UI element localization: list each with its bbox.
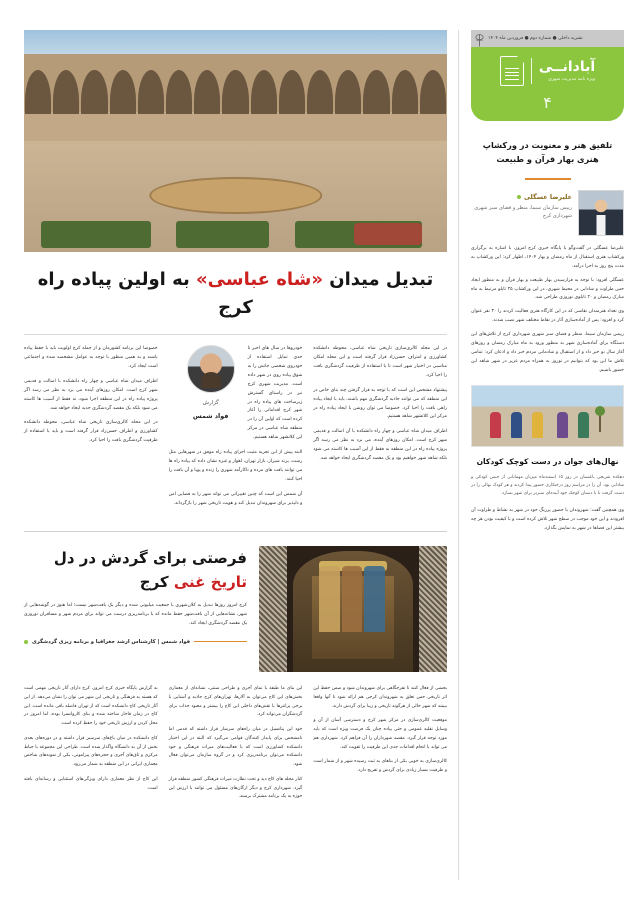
author-role: رییس سازمان سیما، منظر و فضای سبز شهری شهرداری کرج: [474, 204, 572, 219]
sidebar-column: [459, 0, 636, 900]
photo-hedge: [41, 221, 151, 248]
reporter-name: فواد شمس: [192, 412, 229, 421]
article-paragraph: آن شمس این است که چنین تغییراتی می تواند شهر را به فضایی امن و دلپذیر برای شهروندان تبدیل کند و هویت تاریخی شهر را بازگرداند.: [168, 492, 303, 507]
feature-column-1: [313, 685, 447, 808]
reporter-photo: [187, 345, 235, 393]
headline-part-2: به اولین پیاده راه کرج: [37, 269, 253, 318]
article-column-3: [24, 345, 158, 515]
section-divider: [24, 531, 447, 532]
feature-text: [24, 546, 247, 645]
headline-rule: [24, 334, 447, 335]
feature-lede: کرج امروز روزها تبدیل به کلان‌شهری با جمعیت میلیونی شده و دیگر یک بافت‌شهر نیست؛ اما هنوز در گوشه‌هایی از شهر، نشانه‌هایی از آن بافت‌شهر حفظ مانده که با برنامه‌ریزی درست می تواند برای مردم شهر و مسافران نوروزی یک مقصد گردشگری ایجاد کند.: [24, 602, 247, 626]
photo-figure: [342, 566, 363, 632]
photo-tree: [599, 414, 601, 432]
feature-headline-accent: تاریخ غنی: [173, 572, 247, 591]
article-paragraph: خصوصا این برنامه کشورمان و از جمله کرج اولویت باید با حفظ پیاده باشند و به همین منظور با توجه به عوامل مشخصه شده و اجتماعی است ایجاد کرد.: [23, 345, 158, 369]
sidebar-rule: [525, 178, 571, 180]
masthead-brand-area: [471, 47, 624, 121]
photo-flowerbed: [354, 223, 422, 245]
feature-headline: [24, 546, 247, 594]
author-name-row: [471, 193, 572, 201]
article-paragraph: اطراف میدان شاه عباسی و چهار راه دانشکده با اصالت و قدیمی شهر کرج است. امکان روزهای آینده می برد به نظر می رسد اگر پروژه پیاده راه در این منطقه اجرا شود، نه فقط از آسیب ها کاسته می شود بلکه یک مقصد گردشگری جدید ایجاد خواهد شد.: [23, 378, 158, 411]
byline-rule: [194, 641, 247, 642]
page-number: ۴: [543, 93, 552, 112]
feature-paragraph: کنار محله های کاج دید و تحت نظارت میراث فرهنگی کشور منطقه قرار گیرد. شهرداری کرج و دیگر ارگان‌های مسئول می توانند با ارزش این حوزه به یک برنامه مشترک برسند.: [168, 776, 303, 800]
photo-figure: [511, 412, 522, 438]
photo-figure: [364, 566, 385, 632]
feature-byline-row: [24, 639, 247, 645]
photo-figure: [578, 412, 589, 438]
article-paragraph: البته پیش از این تجربه مثبت اجرای پیاده راه موفق در شهرهایی مثل رشت، پرند شیراز، بازار تهران، اهواز و غیره نشان داده که پیاده راه ها می توانند بافت های مرده و ناکارآمد شهری را زنده و پویا و آن بافت را احیا کنند.: [168, 450, 303, 483]
feature-paragraph: کالری‌سازی به خوبی یکی از بناهای به ثبت رسیده شهر و از شمار است و ظرفیت بسیار زیادی برای گردش و تفریح دارد.: [313, 759, 447, 774]
feature-byline: فواد شمس | کارشناس ارشد جغرافیا و برنامه ریزی گردشگری: [32, 638, 190, 645]
page-title: [24, 266, 447, 322]
sidebar-body: [471, 245, 624, 376]
photo-hedge: [176, 221, 269, 248]
sidebar-paragraph: رییس سازمان سیما، منظر و فضای سبز شهری شهرداری کرج از تلاش‌های این دستگاه برای آماده‌سازی شهر به منظور ورود به ماه مبارک رمضان و روزهای آغاز سال نو خبر داد و از استقبال و شادمانی مردم خبر داد و اذعان کرد: تمامی تلاش ما این بود که بتوانیم در نوروز به همراه مردم عزیز در شهر شاهد این حضور باشیم.: [471, 332, 624, 374]
feature-paragraph: کاج دانشکده در میان باغ‌های سرسبز قرار داشته و در دوره‌های بعدی بخش از آن به دانشگاه واگذار شده است. طراحی این مجموعه با حیاط مرکزی و تاق‌های آجری و حجره‌های پیرامونی، یکی از نمونه‌های شاخص معماری ایرانی در این منطقه به شمار می‌رود.: [23, 735, 158, 768]
feature-paragraph: به گزارش پایگاه خبری کرج امروز، کرج دارای آثار تاریخی مهمی است که هسته به فرهنگی و تاریخی این شهر می توان را نشان می‌دهد. از این آثار تاریخی کاج دانشکده است که از تهران فاصله باقی مانده است. این کاج در زمان قاجار ساخته شده و بنای کاروانسرا بوده، اما امروز در محل کردن و ارزش تاریخی خود را حفظ کرده است.: [23, 685, 158, 727]
document-icon: [500, 56, 524, 86]
feature-columns: [24, 685, 447, 808]
bullet-dot-icon: [517, 195, 521, 199]
historic-interior-photo: [259, 546, 447, 672]
headline-accent: «شاه عباسی»: [196, 269, 323, 290]
tree-icon: [475, 32, 484, 45]
feature-paragraph: این بنای ما طبقه با نمای آجری و طراحی سنتی، نشانه‌ای از معماری بخش‌های این کاج می‌توان به آلارها، تهران‌های کرج جاذبه و آشنایی با برخی پرانتزها با نقش‌های داخلی این کاج را بیشتر و معبود جذاب برای گردشگران می‌تواند کرد.: [168, 685, 303, 718]
sidebar-body-continued: [471, 507, 624, 534]
sidebar-paragraph: وی همچنین گفت: شهروندان با حضور پررنگ خود در شهر به نشاط و طراوت آن افزودند و این خود موجب در سطح شهر تلاش کرده است و با کیفیت بودن هر چه بیشتر این فضاها در شهر به نمایش بگذارد.: [471, 508, 624, 532]
article-columns: [24, 345, 447, 515]
reporter-label: گزارش: [202, 399, 219, 406]
sidebar-paragraph: عسگلی افزود: با توجه به فرارسیدن بهار طبیعت و بهار قرآن و به منظور ایجاد حس طراوت و شادابی در محیط شهری، در این ورکشاپ ۲۵ تابلو مرتبط به ماه مبارک رمضان و ۲۰ تابلوی نوروزی طراحی شد.: [471, 277, 624, 301]
brand-subtitle: ویژه نامه مدیریت شهری: [548, 77, 596, 83]
article-column-1: [313, 345, 447, 515]
brand-text: [539, 60, 595, 82]
article-paragraph: خودروها در سال های اخیر تا حدی تمایل استفاده از خودروی شخصی جانش را به شوق پیاده روی در شهر داده است. مدیریت شهری کرج نیز در راستای گسترش زیرساخت های پیاده راه در شهر کرج اقداماتی را آغاز کرده است که اولین آن را در منطقه شاه عباسی در مرکز این کلانشهر شاهد هستیم.: [247, 345, 303, 441]
author-meta: [471, 190, 572, 220]
sidebar-sub-headline: نهال‌های جوان در دست کوچک کودکان: [476, 457, 619, 467]
caravanserai-courtyard-photo: [24, 30, 447, 252]
feature-column-3: [24, 685, 158, 808]
brand-divider: [531, 58, 532, 84]
photo-arcade: [24, 70, 447, 114]
photo-figure: [532, 412, 543, 438]
photo-figure: [557, 412, 568, 438]
author-box: [471, 190, 624, 236]
sidebar-headline: تلفیق هنر و معنویت در ورکشاپ هنری بهار قرآن و طبیعت: [482, 140, 613, 165]
feature-paragraph: این کاج از نظر معماری دارای ویژگی‌های استثنایی و رسانه‌ای یافته است.: [23, 776, 158, 791]
article-paragraph: در این محله کالری‌سازی تاریخی شاه عباسی، محوطه دانشکده کشاورزی و اطراف حسن‌زاد قرار گرفته است و باید با استفاده از ظرفیت گردشگری بافت را احیا کرد.: [23, 420, 158, 444]
masthead: [471, 30, 624, 121]
bullet-dot-icon: [24, 640, 28, 644]
sidebar-paragraph: علیرضا عسگلی در گفت‌وگو با پایگاه خبری کرج امروز، با اشاره به برگزاری ورکشاپ هنری استقبال از ماه رمضان و بهار ۱۴۰۴، اظهار کرد: این ورکشاپ به مدت پنج روز به اجرا درآمد.: [471, 245, 624, 269]
feature-article: [24, 546, 447, 672]
article-paragraph: در این محله کالری‌سازی تاریخی شاه عباسی، محوطه دانشکده کشاورزی و امتراف حسن‌زاد قرار گرفته است و این محله امکان مناسبی در اختیار شهر است تا با استفاده از ظرفیت گردشگری بافت را احیا کرد.: [313, 345, 447, 378]
brand-row: [500, 56, 595, 86]
feature-column-2: [169, 685, 303, 808]
photo-lattice: [419, 546, 447, 672]
photo-figure: [490, 412, 501, 438]
reporter-byline: [174, 345, 248, 423]
article-paragraph: پیشنهاد مشخص این است که با توجه به قرار گرفتن چند بنای خاص در این منطقه که می توانند جاذبه گردشگری مهم باشند، باید با ایجاد پیاده راهی بافت را احیا کرد. خصوصا می توان روشن با ایجاد پیاده راه در مرکز این کلانشهر شاهد هستیم.: [313, 387, 447, 420]
article-paragraph: اطراف میدان شاه عباسی و چهار راه دانشکده با آن اصالت و قدیمی شهر کرج است. امکان روزهای آینده، می برد به نظر می رسد اگر پروژه پیاده راه در این منطقه به فقط از این آسیب ها کاسته می شود بلکه شاهد شهر خواهیم بود و یک مقصد گردشگری ایجاد خواهد شد.: [313, 429, 447, 462]
sidebar-paragraph: وی تعداد هنرمندان نقاشی که در این کارگاه هنری فعالیت کردند را ۳۰ نفر عنوان کرد و افزود: پس از آماده‌سازی آثار در نقاط مختلف شهر نصب شدند.: [471, 309, 624, 324]
photo-central-pool: [149, 177, 322, 215]
masthead-issue-bar: [471, 30, 624, 47]
author-name: علیرضا عسگلی: [523, 192, 572, 201]
brand-title: آبادانــی: [538, 58, 596, 75]
feature-headline-part-1: فرصتی برای گردش در دل: [53, 548, 247, 567]
issue-line: نشریه داخلی ● شماره دوم ● فروردین ماه ۱۴۰۴: [488, 36, 583, 41]
author-photo: [578, 190, 624, 236]
feature-paragraph: موقعیت کالری‌سازی در مرکز شهر کرج و دسترسی آسان از آن و وسایل نقلیه عمومی و حتی پیاده چنان یک فرصت ویژه است که باید مورد توجه قرار گیرد. مقصد شهرداران را آن فراهم کرد. شهرداری هم می تواند با انجام اقدامات جدی این ظرفیت را تقویت کند.: [313, 718, 447, 750]
document-icon-lines: [505, 68, 519, 82]
feature-headline-part-2: کرج: [139, 572, 174, 591]
feature-paragraph: بخشی از فعال کنند تا تفرجگاهی برای شهروندان شود و ضمن حفظ این اثر تاریخی حس تعلق به شهروندان کرجی هم ارائه شود تا آنها واقعا ببینند که شهر خالی از هرگونه تاریخی و زیبا برای گردش دارند.: [313, 685, 447, 709]
feature-paragraph: خود این پتانسیل در میان راه‌های سرشار قرار داشته که قدمی اما نامشخص برای پایدار کنندگان قوامی می‌گیرد که البته در این اختیار دانشکده کشاورزی است که با فعالیت‌های میراث فرهنگی و خود دانشکده می‌توان برنامه‌ریزی کرد و در گروه سازمان می‌توان فعال شود.: [168, 727, 303, 768]
article-column-2: [169, 345, 303, 515]
children-planting-photo: [471, 385, 624, 447]
photo-lattice: [259, 546, 287, 672]
sidebar-deck: دهکده تفریحی باغستان در روز ۱۵ اسفندماه میزبان مهمانانی از جنس کودکی و شادابی بود. آن را در مراسم روز درختکاری حضور پیدا کردند و هر کودک نهالی را در دست گرفت تا با دستان کوچک خود آینده‌ای سبزتر برای شهر بسازد.: [471, 474, 624, 497]
photo-figure: [319, 566, 340, 632]
headline-part-1: تبدیل میدان: [322, 269, 434, 290]
